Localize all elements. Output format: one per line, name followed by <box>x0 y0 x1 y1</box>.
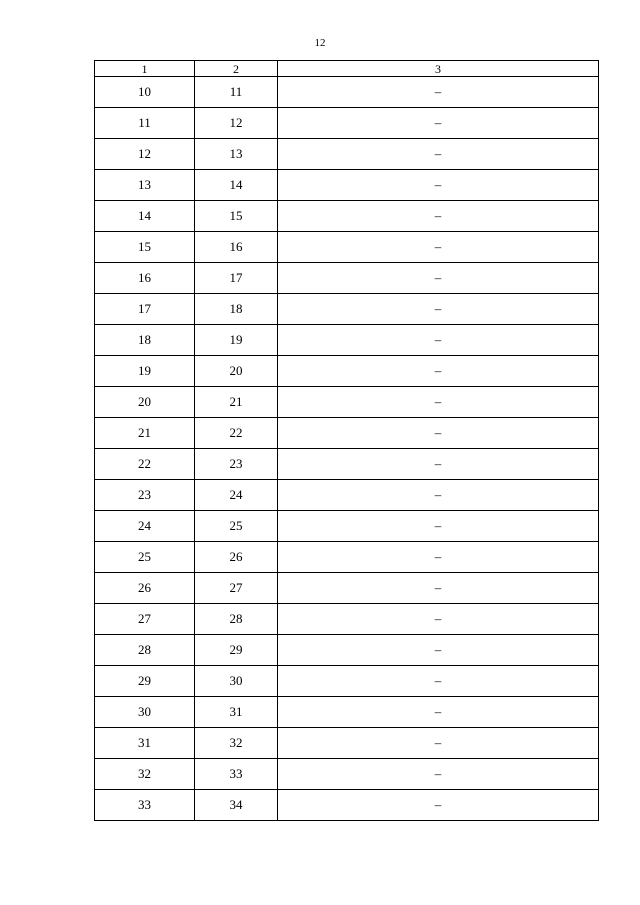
table-cell-col-1: 27 <box>95 604 195 635</box>
table-cell-col-2: 25 <box>195 511 278 542</box>
table-cell-col-1: 10 <box>95 77 195 108</box>
table-row <box>95 108 599 139</box>
table-cell-col-1: 12 <box>95 139 195 170</box>
table-cell-col-3: – <box>278 449 599 480</box>
table-cell-col-3: – <box>278 108 599 139</box>
table-cell-col-3: – <box>278 542 599 573</box>
table-cell-col-3: – <box>278 170 599 201</box>
table-row <box>95 697 599 728</box>
table-cell-col-2: 16 <box>195 232 278 263</box>
table-row <box>95 511 599 542</box>
table-cell-col-3: – <box>278 728 599 759</box>
table-cell-col-1: 23 <box>95 480 195 511</box>
table-row <box>95 542 599 573</box>
table-row <box>95 294 599 325</box>
table-cell-col-1: 21 <box>95 418 195 449</box>
table-cell-col-1: 26 <box>95 573 195 604</box>
table-cell-col-2: 30 <box>195 666 278 697</box>
table-cell-col-1: 22 <box>95 449 195 480</box>
table-cell-col-2: 27 <box>195 573 278 604</box>
table-cell-col-2: 19 <box>195 325 278 356</box>
column-header-1: 1 <box>95 61 195 77</box>
table-cell-col-2: 32 <box>195 728 278 759</box>
table-cell-col-3: – <box>278 77 599 108</box>
table-cell-col-1: 20 <box>95 387 195 418</box>
table-row <box>95 573 599 604</box>
table-cell-col-2: 29 <box>195 635 278 666</box>
table-cell-col-3: – <box>278 139 599 170</box>
table-cell-col-1: 28 <box>95 635 195 666</box>
table-cell-col-1: 18 <box>95 325 195 356</box>
table-row <box>95 759 599 790</box>
table-cell-col-2: 33 <box>195 759 278 790</box>
table-cell-col-3: – <box>278 666 599 697</box>
table-cell-col-3: – <box>278 759 599 790</box>
table-cell-col-3: – <box>278 294 599 325</box>
table-cell-col-1: 33 <box>95 790 195 821</box>
table-cell-col-3: – <box>278 635 599 666</box>
table-row <box>95 418 599 449</box>
table-cell-col-2: 12 <box>195 108 278 139</box>
table-cell-col-2: 34 <box>195 790 278 821</box>
table-cell-col-2: 31 <box>195 697 278 728</box>
table-row <box>95 449 599 480</box>
table-cell-col-1: 11 <box>95 108 195 139</box>
table-row <box>95 480 599 511</box>
table-cell-col-2: 11 <box>195 77 278 108</box>
table-cell-col-3: – <box>278 263 599 294</box>
table-cell-col-1: 29 <box>95 666 195 697</box>
table-row <box>95 356 599 387</box>
table-cell-col-3: – <box>278 356 599 387</box>
table-cell-col-1: 15 <box>95 232 195 263</box>
data-table <box>94 60 599 821</box>
table-row <box>95 201 599 232</box>
table-cell-col-3: – <box>278 232 599 263</box>
table-cell-col-3: – <box>278 790 599 821</box>
table-row <box>95 232 599 263</box>
table-cell-col-2: 18 <box>195 294 278 325</box>
table-cell-col-2: 17 <box>195 263 278 294</box>
table-cell-col-1: 32 <box>95 759 195 790</box>
table-cell-col-3: – <box>278 511 599 542</box>
table-cell-col-2: 20 <box>195 356 278 387</box>
table-cell-col-3: – <box>278 418 599 449</box>
table-row <box>95 635 599 666</box>
table-row <box>95 139 599 170</box>
table-cell-col-3: – <box>278 697 599 728</box>
table-cell-col-2: 26 <box>195 542 278 573</box>
table-cell-col-1: 30 <box>95 697 195 728</box>
table-row <box>95 325 599 356</box>
table-cell-col-2: 15 <box>195 201 278 232</box>
table-cell-col-1: 25 <box>95 542 195 573</box>
table-cell-col-2: 28 <box>195 604 278 635</box>
page-number: 12 <box>314 37 326 49</box>
table-row <box>95 77 599 108</box>
table-cell-col-3: – <box>278 480 599 511</box>
column-header-3: 3 <box>278 61 599 77</box>
table-row <box>95 604 599 635</box>
table-cell-col-2: 23 <box>195 449 278 480</box>
table-cell-col-1: 31 <box>95 728 195 759</box>
table-cell-col-3: – <box>278 387 599 418</box>
table-cell-col-1: 14 <box>95 201 195 232</box>
table-cell-col-3: – <box>278 604 599 635</box>
table-cell-col-1: 17 <box>95 294 195 325</box>
table-cell-col-2: 22 <box>195 418 278 449</box>
table-row <box>95 170 599 201</box>
table-row <box>95 728 599 759</box>
table-cell-col-2: 24 <box>195 480 278 511</box>
table-cell-col-3: – <box>278 325 599 356</box>
table-cell-col-1: 19 <box>95 356 195 387</box>
table-row <box>95 263 599 294</box>
table-cell-col-1: 24 <box>95 511 195 542</box>
table-body <box>95 77 599 821</box>
table-cell-col-1: 16 <box>95 263 195 294</box>
table-cell-col-2: 13 <box>195 139 278 170</box>
table-cell-col-1: 13 <box>95 170 195 201</box>
table-cell-col-2: 14 <box>195 170 278 201</box>
table-cell-col-2: 21 <box>195 387 278 418</box>
table-cell-col-3: – <box>278 573 599 604</box>
table-row <box>95 387 599 418</box>
column-header-2: 2 <box>195 61 278 77</box>
table-row <box>95 790 599 821</box>
table-row <box>95 666 599 697</box>
table-cell-col-3: – <box>278 201 599 232</box>
table-header-row <box>95 61 599 77</box>
